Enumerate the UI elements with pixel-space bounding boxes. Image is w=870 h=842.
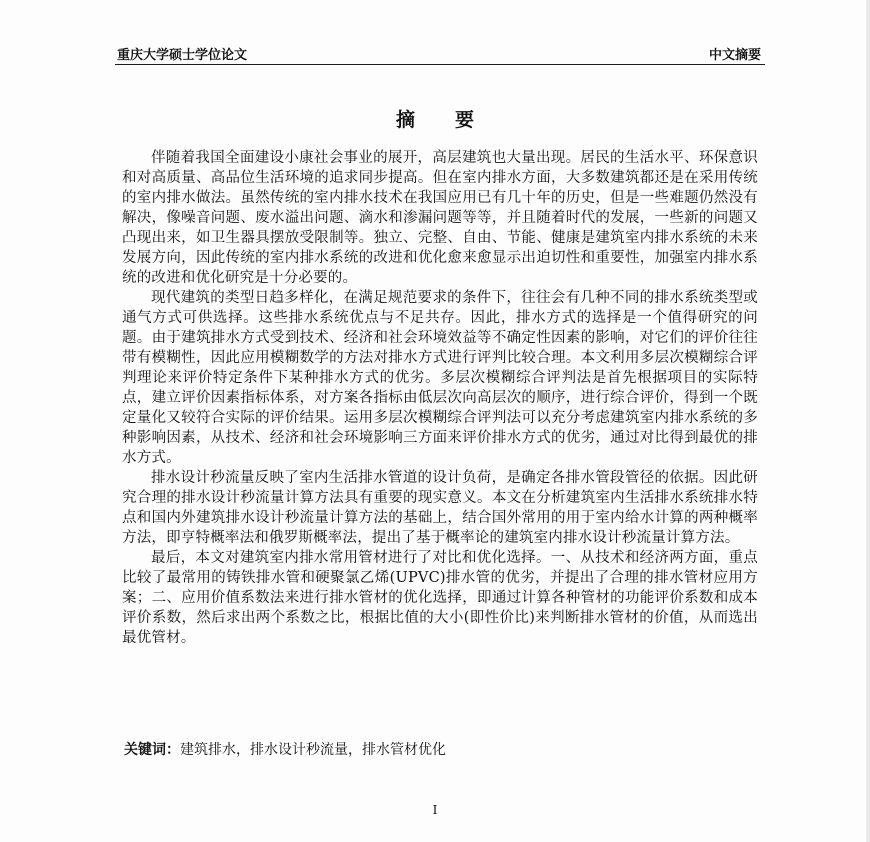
abstract-paragraph-4: 最后，本文对建筑室内排水常用管材进行了对比和优化选择。一、从技术和经济两方面，重点比较了最常用的铸铁排水管和硬聚氯乙烯(UPVC)排水管的优劣，并提出了合理的排水管材应用方案；二、应用价值系数法来进行排水管材的优化选择，即通过计算各种管材的功能评价系数和成本评价系数，然后求出两个系数之比，根据比值的大小(即性价比)来判断排水管材的价值，从而选出最优管材。 bbox=[122, 550, 758, 646]
page-number: I bbox=[432, 803, 438, 817]
abstract-title: 摘要 bbox=[395, 109, 514, 131]
keywords-text: 建筑排水，排水设计秒流量，排水管材优化 bbox=[180, 742, 446, 758]
header-section-title: 中文摘要 bbox=[708, 48, 761, 63]
abstract-body bbox=[122, 148, 758, 648]
abstract-paragraph-2: 现代建筑的类型日趋多样化，在满足规范要求的条件下，往往会有几种不同的排水系统类型或通气方式可供选择。这些排水系统优点与不足共存。因此，排水方式的选择是一个值得研究的问题。由于建筑排水方式受到技术、经济和社会环境效益等不确定性因素的影响，对它们的评价往往带有模糊性，因此应用模糊数学的方法对排水方式进行评判比较合理。本文利用多层次模糊综合评判理论来评价特定条件下某种排水方式的优劣。多层次模糊综合评判法是首先根据项目的实际特点，建立评价因素指标体系，对方案各指标由低层次向高层次的顺序，进行综合评价，得到一个既定量化又较符合实际的评价结果。运用多层次模糊综合评判法可以充分考虑建筑室内排水系统的多种影响因素，从技术、经济和社会环境影响三方面来评价排水方式的优劣，通过对比得到最优的排水方式。 bbox=[122, 290, 758, 466]
keywords-label: 关键词： bbox=[124, 742, 180, 758]
abstract-paragraph-1: 伴随着我国全面建设小康社会事业的展开，高层建筑也大量出现。居民的生活水平、环保意识和对高质量、高品位生活环境的追求同步提高。但在室内排水方面，大多数建筑都还是在采用传统的室内排水做法。虽然传统的室内排水技术在我国应用已有几十年的历史，但是一些难题仍然没有解决，像噪音问题、废水溢出问题、滴水和渗漏问题等等，并且随着时代的发展，一些新的问题又凸现出来，如卫生器具摆放受限制等。独立、完整、自由、节能、健康是建筑室内排水系统的未来发展方向，因此传统的室内排水系统的改进和优化愈来愈显示出迫切性和重要性，加强室内排水系统的改进和优化研究是十分必要的。 bbox=[122, 150, 758, 286]
header-thesis-title: 重庆大学硕士学位论文 bbox=[117, 48, 248, 63]
page-header bbox=[115, 42, 765, 65]
abstract-paragraph-3: 排水设计秒流量反映了室内生活排水管道的设计负荷，是确定各排水管段管径的依据。因此研究合理的排水设计秒流量计算方法具有重要的现实意义。本文在分析建筑室内生活排水系统排水特点和国内外建筑排水设计秒流量计算方法的基础上，结合国外常用的用于室内给水计算的两种概率方法，即亨特概率法和俄罗斯概率法，提出了基于概率论的建筑室内排水设计秒流量计算方法。 bbox=[122, 470, 758, 546]
page-edge bbox=[866, 0, 870, 842]
keywords-line bbox=[124, 740, 758, 760]
